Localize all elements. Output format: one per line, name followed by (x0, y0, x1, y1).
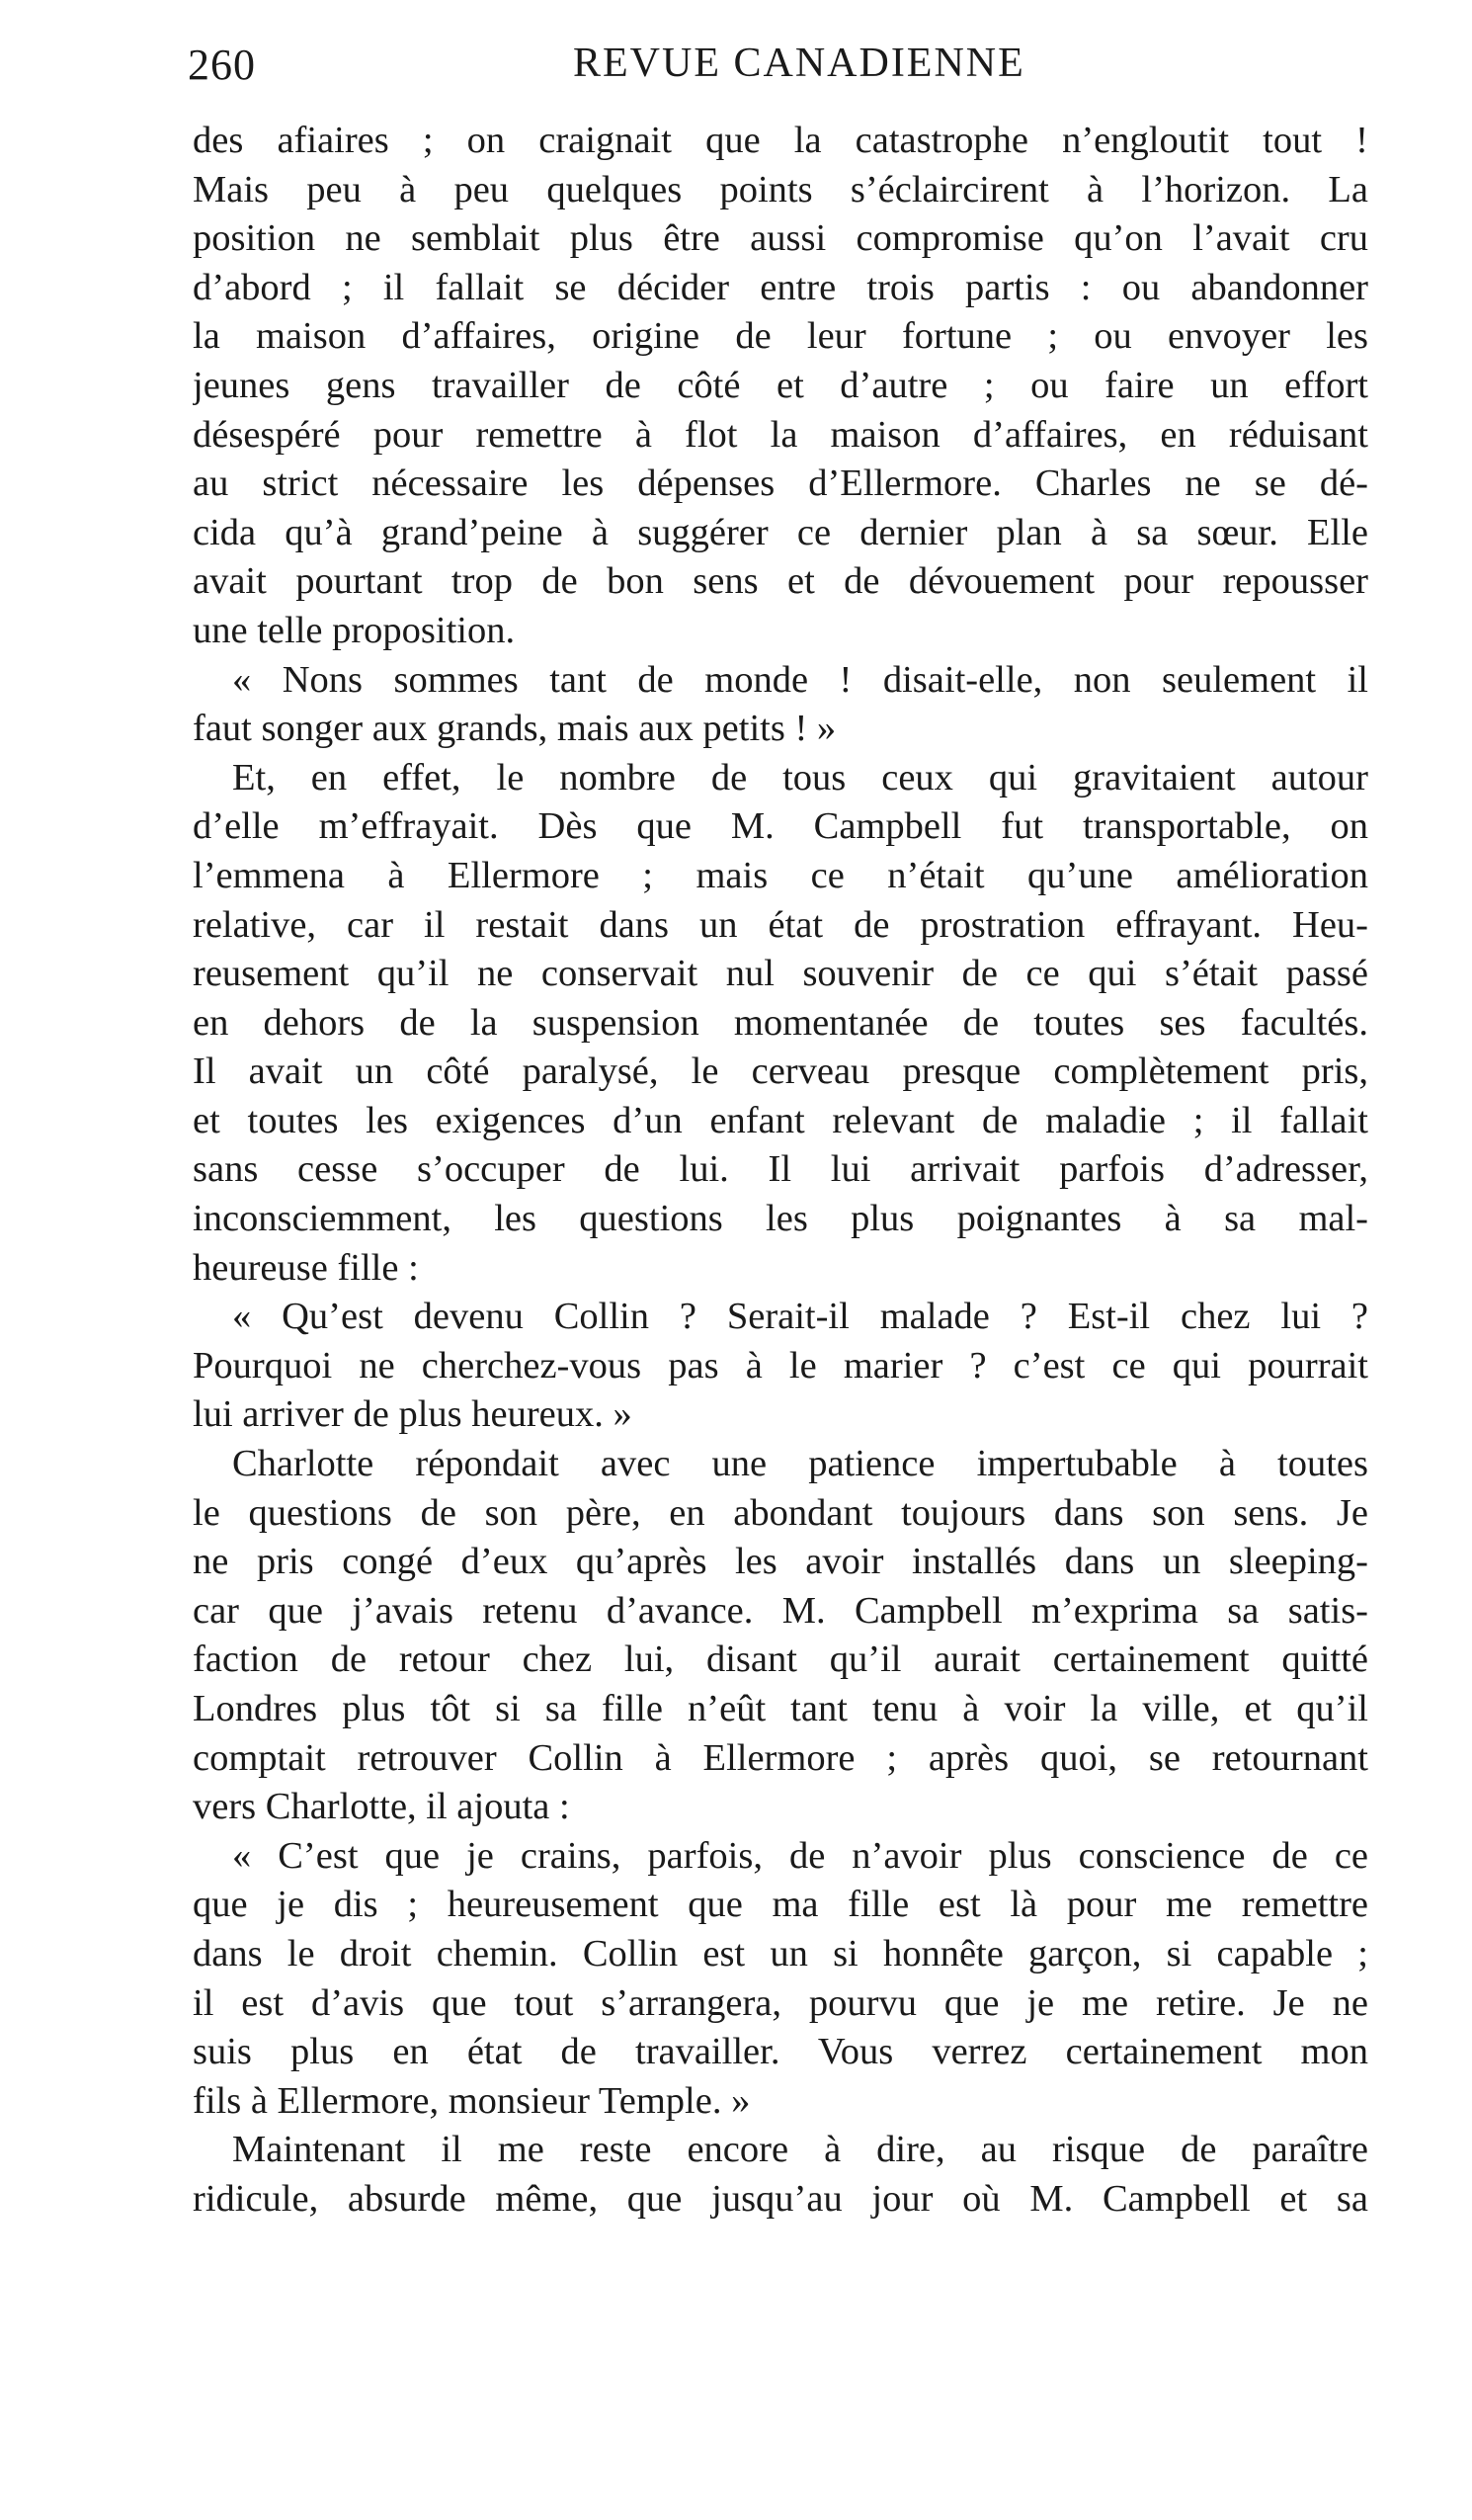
text-line: reusement qu’il ne conservait nul souvenir de ce qui s’était passé (193, 953, 1368, 995)
text-line: jeunes gens travailler de côté et d’autre ; ou faire un effort (193, 364, 1368, 406)
text-line: fils à Ellermore, monsieur Temple. » (193, 2079, 751, 2122)
text-line: avait pourtant trop de bon sens et de dévouement pour repousser (193, 560, 1368, 603)
text-line: des afiaires ; on craignait que la catastrophe n’engloutit tout ! (193, 120, 1368, 161)
text-line: cida qu’à grand’peine à suggérer ce dernier plan à sa sœur. Elle (193, 511, 1368, 553)
text-line: une telle proposition. (193, 609, 516, 651)
text-line: l’emmena à Ellermore ; mais ce n’était qu’une amélioration (193, 854, 1368, 896)
text-line: Et, en effet, le nombre de tous ceux qui gravitaient autour (232, 756, 1368, 798)
text-line: lui arriver de plus heureux. » (193, 1393, 632, 1436)
text-line: Mais peu à peu quelques points s’éclaircirent à l’horizon. La (193, 168, 1368, 210)
text-line: faut songer aux grands, mais aux petits ! » (193, 708, 837, 750)
page-number: 260 (188, 41, 256, 89)
text-line: car que j’avais retenu d’avance. M. Campbell m’exprima sa satis- (193, 1589, 1368, 1632)
text-line: ridicule, absurde même, que jusqu’au jour où M. Campbell et sa (193, 2177, 1368, 2220)
text-line: relative, car il restait dans un état de prostration effrayant. Heu- (193, 903, 1368, 946)
text-line: position ne semblait plus être aussi compromise qu’on l’avait cru (193, 217, 1368, 260)
text-line: que je dis ; heureusement que ma fille est là pour me remettre (193, 1884, 1368, 1926)
text-line: heureuse fille : (193, 1246, 419, 1289)
text-line: Pourquoi ne cherchez-vous pas à le marier ? c’est ce qui pourrait (193, 1344, 1368, 1386)
text-line: Il avait un côté paralysé, le cerveau presque complètement pris, (193, 1050, 1368, 1093)
text-line: sans cesse s’occuper de lui. Il lui arrivait parfois d’adresser, (193, 1148, 1368, 1191)
text-line: « Nons sommes tant de monde ! disait-elle, non seulement il (232, 658, 1368, 701)
running-title: REVUE CANADIENNE (573, 41, 1025, 86)
text-line: dans le droit chemin. Collin est un si honnête garçon, si capable ; (193, 1932, 1368, 1974)
text-line: « C’est que je crains, parfois, de n’avoir plus conscience de ce (232, 1834, 1368, 1877)
text-line: inconsciemment, les questions les plus poignantes à sa mal- (193, 1198, 1368, 1240)
text-line: d’abord ; il fallait se décider entre trois partis : ou abandonner (193, 266, 1368, 308)
text-line: d’elle m’effrayait. Dès que M. Campbell fut transportable, on (193, 805, 1368, 848)
text-line: le questions de son père, en abondant toujours dans son sens. Je (193, 1491, 1368, 1534)
text-line: il est d’avis que tout s’arrangera, pourvu que je me retire. Je ne (193, 1981, 1368, 2024)
text-line: vers Charlotte, il ajouta : (193, 1786, 570, 1828)
text-line: faction de retour chez lui, disant qu’il aurait certainement quitté (193, 1638, 1368, 1681)
page-header (188, 40, 1373, 109)
text-line: « Qu’est devenu Collin ? Serait-il malade ? Est-il chez lui ? (232, 1296, 1368, 1338)
body-text (193, 117, 1368, 2225)
text-line: en dehors de la suspension momentanée de toutes ses facultés. (193, 1001, 1368, 1044)
text-line: Charlotte répondait avec une patience impertubable à toutes (232, 1443, 1368, 1485)
text-line: et toutes les exigences d’un enfant relevant de maladie ; il fallait (193, 1099, 1368, 1141)
text-line: Maintenant il me reste encore à dire, au risque de paraître (232, 2129, 1368, 2171)
text-line: comptait retrouver Collin à Ellermore ; après quoi, se retournant (193, 1736, 1368, 1779)
text-line: Londres plus tôt si sa fille n’eût tant tenu à voir la ville, et qu’il (193, 1688, 1368, 1729)
text-line: au strict nécessaire les dépenses d’Ellermore. Charles ne se dé- (193, 462, 1368, 505)
text-line: suis plus en état de travailler. Vous verrez certainement mon (193, 2031, 1368, 2073)
text-line: la maison d’affaires, origine de leur fortune ; ou envoyer les (193, 315, 1368, 358)
text-line: désespéré pour remettre à flot la maison d’affaires, en réduisant (193, 413, 1368, 456)
text-line: ne pris congé d’eux qu’après les avoir installés dans un sleeping- (193, 1541, 1368, 1583)
